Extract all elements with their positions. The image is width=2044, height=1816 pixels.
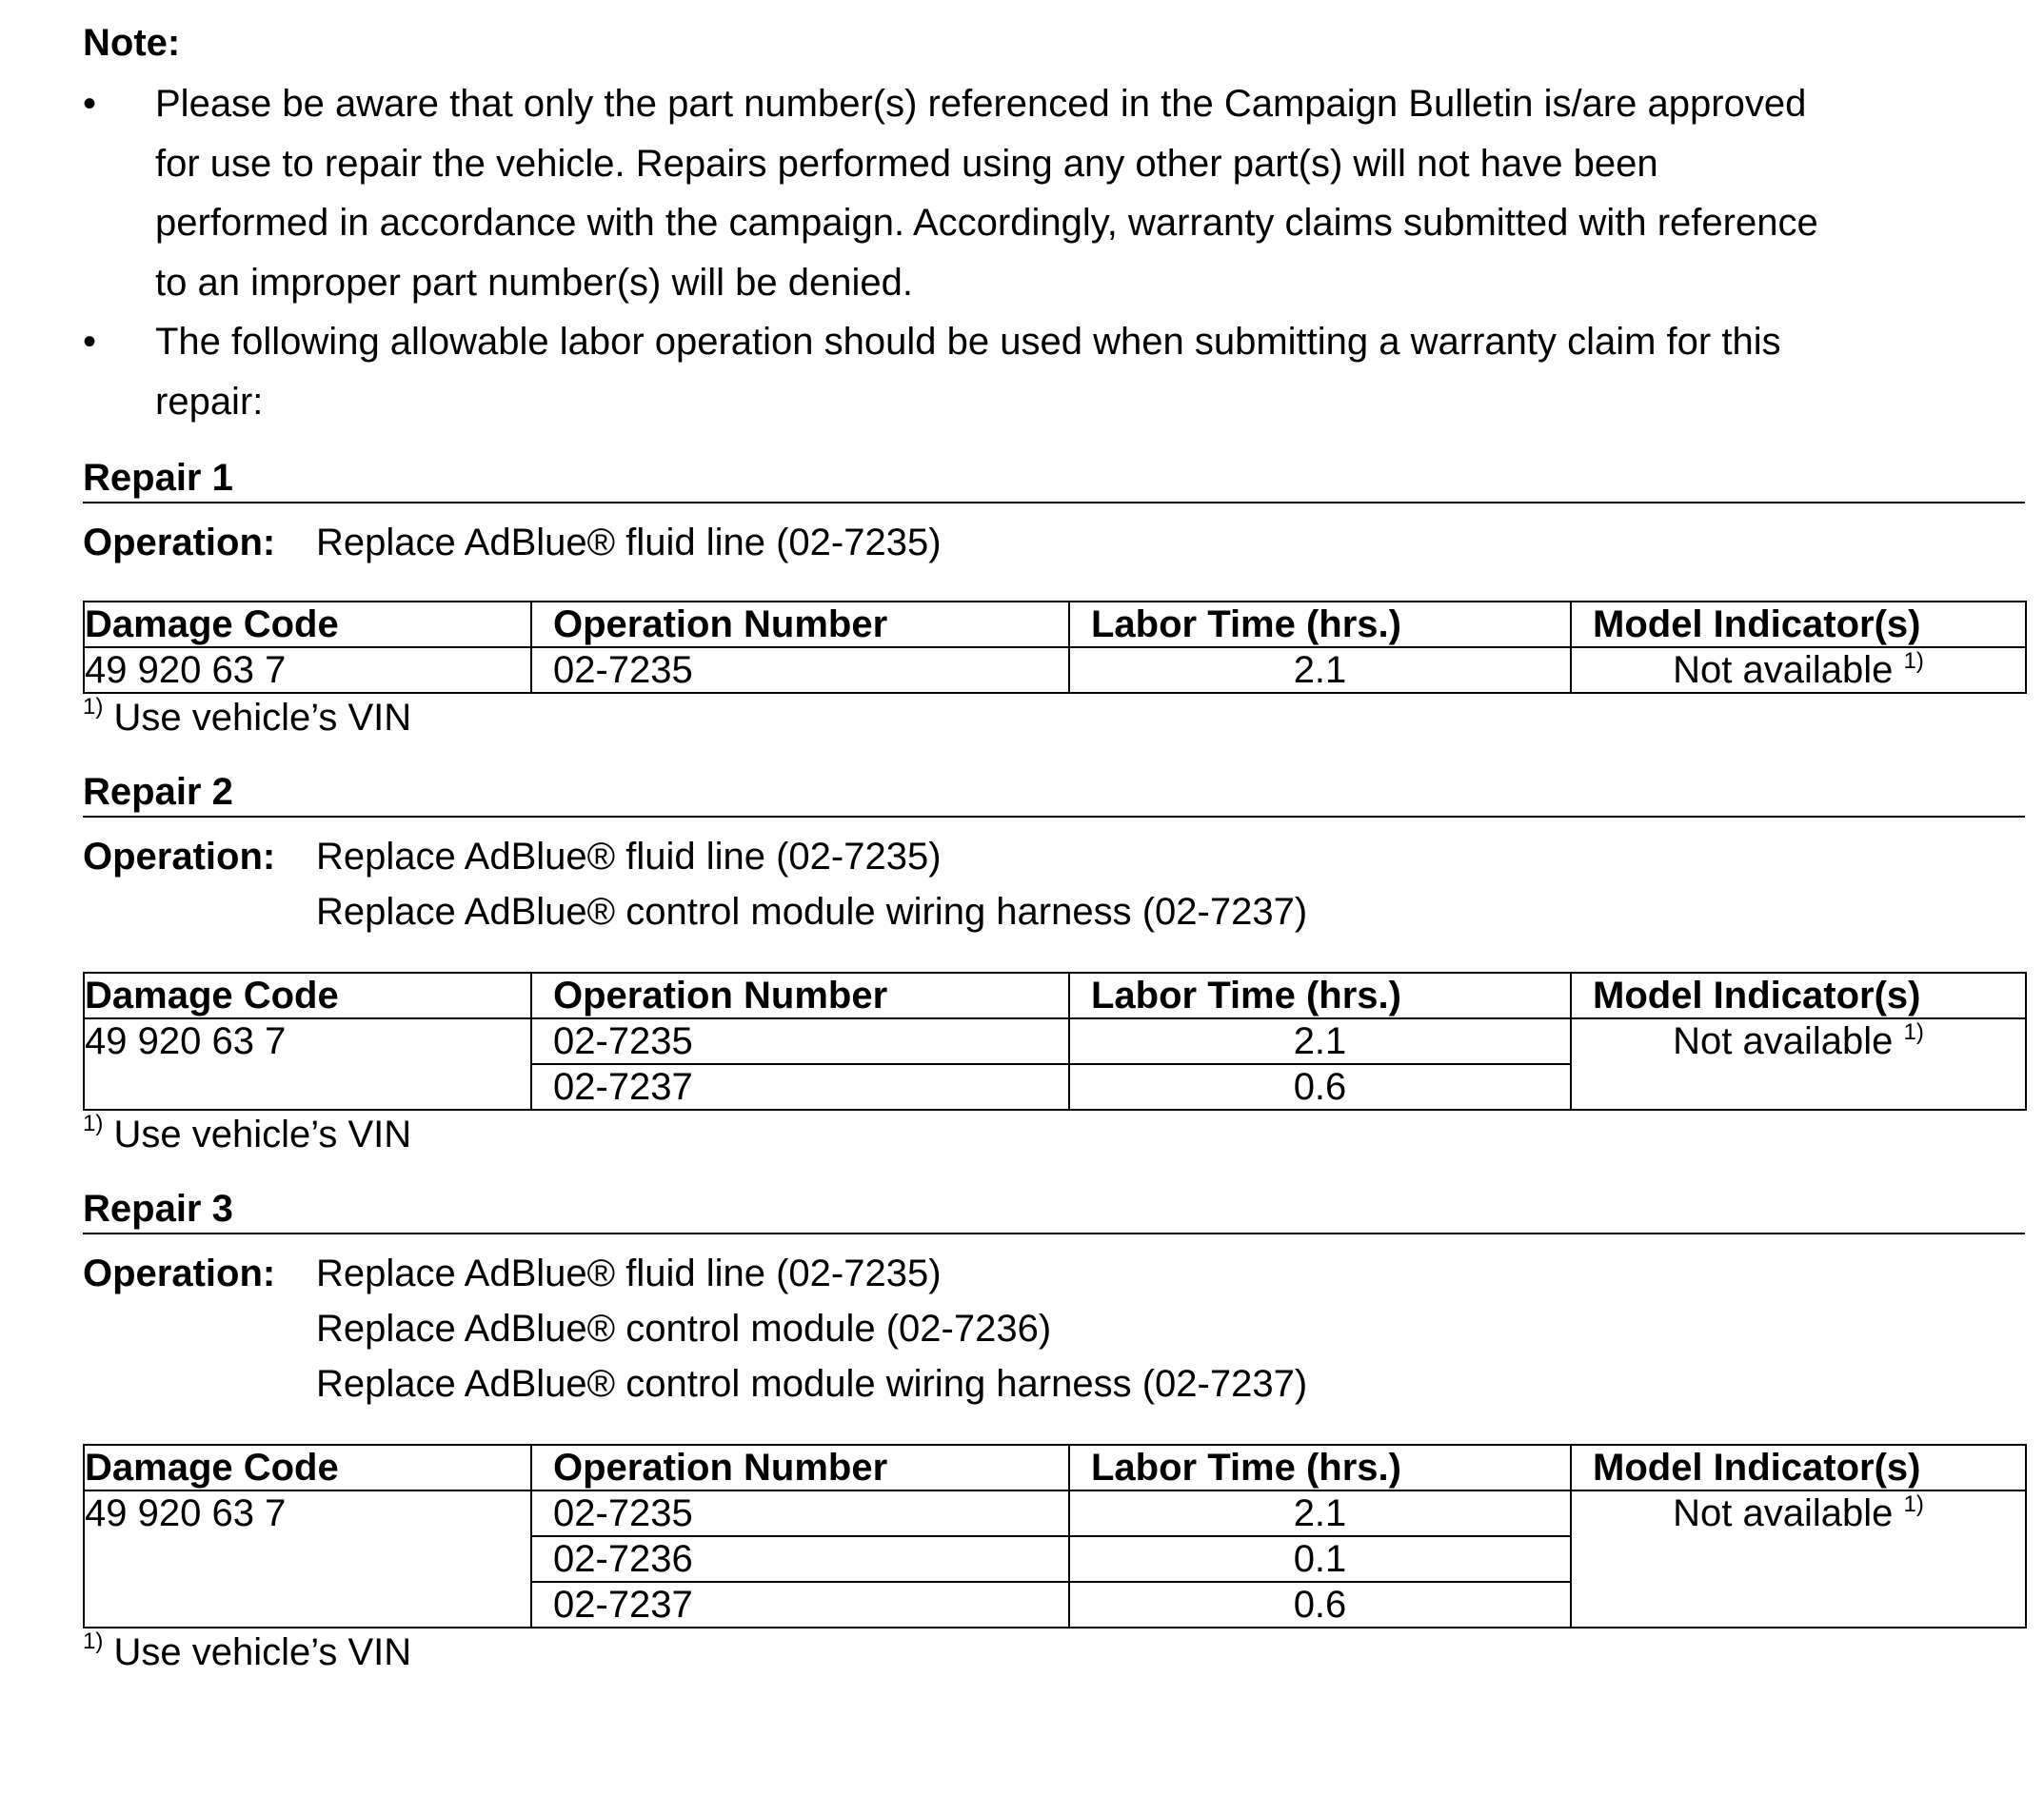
header-damage-code: Damage Code [84,1445,531,1490]
header-operation-number: Operation Number [531,602,1069,647]
operation-line: Replace AdBlue® fluid line (02-7235) [316,836,942,878]
note-title: Note: [83,22,181,64]
operation-line: Replace AdBlue® fluid line (02-7235) [316,1253,942,1294]
labor-table [83,1444,2027,1628]
operation-line: Replace AdBlue® control module (02-7236) [316,1308,1052,1350]
footnote [83,1628,2025,1676]
footnote-text: Use vehicle’s VIN [113,1631,412,1673]
labor-table [83,601,2027,694]
note-bullets [83,74,2025,431]
labor-time-cell: 2.1 [1069,647,1571,693]
labor-time-cell: 2.1 [1069,1490,1571,1536]
operation-line: Replace AdBlue® control module wiring harness (02-7237) [316,891,1308,933]
header-model-indicator: Model Indicator(s) [1571,1445,2026,1490]
labor-time-cell: 2.1 [1069,1018,1571,1064]
labor-time-cell: 0.6 [1069,1582,1571,1628]
operation-block [83,515,2025,570]
operation-number-cell: 02-7235 [531,1018,1069,1064]
footnote-text: Use vehicle’s VIN [113,1114,412,1155]
header-labor-time: Labor Time (hrs.) [1069,1445,1571,1490]
note-bullet [83,74,1831,312]
bullet-icon: • [83,321,97,363]
repair-title: Repair 1 [83,454,2025,503]
operation-number-cell: 02-7236 [531,1536,1069,1582]
operation-number-cell: 02-7237 [531,1064,1069,1110]
table-header-row [84,602,2026,647]
operation-number-cell: 02-7235 [531,1490,1069,1536]
table-header-row [84,973,2026,1018]
footnote-marker: 1) [83,1628,104,1654]
table-row [84,1018,2026,1064]
footnote-ref: 1) [1903,648,1924,674]
operation-number-cell: 02-7235 [531,647,1069,693]
operation-number-cell: 02-7237 [531,1582,1069,1628]
repair-title: Repair 2 [83,768,2025,818]
model-indicator-text: Not available [1673,1020,1894,1062]
note-bullet-text: The following allowable labor operation should be used when submitting a warranty claim for this repair: [155,321,1781,423]
operation-line: Replace AdBlue® fluid line (02-7235) [316,522,942,563]
repair-2-section [83,768,2025,1158]
header-damage-code: Damage Code [84,973,531,1018]
operation-line: Replace AdBlue® control module wiring harness (02-7237) [316,1363,1308,1405]
table-header-row [84,1445,2026,1490]
header-labor-time: Labor Time (hrs.) [1069,973,1571,1018]
table-row [84,647,2026,693]
document-page [83,17,2025,1676]
note-bullet-text: Please be aware that only the part number(s) referenced in the Campaign Bulletin is/are approved for use to repair the vehicle. Repairs performed using any other part(s) will not have been performed in accordance with the campaign. Accordingly, warranty claims submitted with reference to an improper part number(s) will be denied. [155,83,1818,304]
table-row [84,1490,2026,1536]
repair-1-section [83,454,2025,741]
model-indicator-text: Not available [1673,1492,1894,1534]
note-bullet [83,312,1831,431]
model-indicator-cell [1571,1490,2026,1628]
header-model-indicator: Model Indicator(s) [1571,973,2026,1018]
damage-code-cell: 49 920 63 7 [84,1490,531,1628]
operation-label: Operation: [83,522,276,563]
footnote [83,1111,2025,1158]
model-indicator-cell [1571,1018,2026,1110]
header-operation-number: Operation Number [531,973,1069,1018]
bullet-icon: • [83,83,97,125]
model-indicator-text: Not available [1673,649,1894,691]
footnote-marker: 1) [83,1111,104,1136]
footnote-ref: 1) [1903,1491,1924,1517]
operation-lines [316,829,1307,939]
operation-label: Operation: [83,836,276,878]
damage-code-cell: 49 920 63 7 [84,647,531,693]
labor-time-cell: 0.1 [1069,1536,1571,1582]
footnote-marker: 1) [83,694,104,720]
labor-table [83,972,2027,1111]
damage-code-cell: 49 920 63 7 [84,1018,531,1110]
operation-label: Operation: [83,1253,276,1294]
repair-title: Repair 3 [83,1185,2025,1234]
operation-block [83,829,2025,939]
model-indicator-cell [1571,647,2026,693]
header-damage-code: Damage Code [84,602,531,647]
operation-lines [316,515,942,570]
labor-time-cell: 0.6 [1069,1064,1571,1110]
footnote [83,694,2025,741]
header-model-indicator: Model Indicator(s) [1571,602,2026,647]
header-operation-number: Operation Number [531,1445,1069,1490]
operation-lines [316,1246,1307,1411]
header-labor-time: Labor Time (hrs.) [1069,602,1571,647]
footnote-ref: 1) [1903,1019,1924,1045]
operation-block [83,1246,2025,1411]
footnote-text: Use vehicle’s VIN [113,697,412,739]
repair-3-section [83,1185,2025,1676]
